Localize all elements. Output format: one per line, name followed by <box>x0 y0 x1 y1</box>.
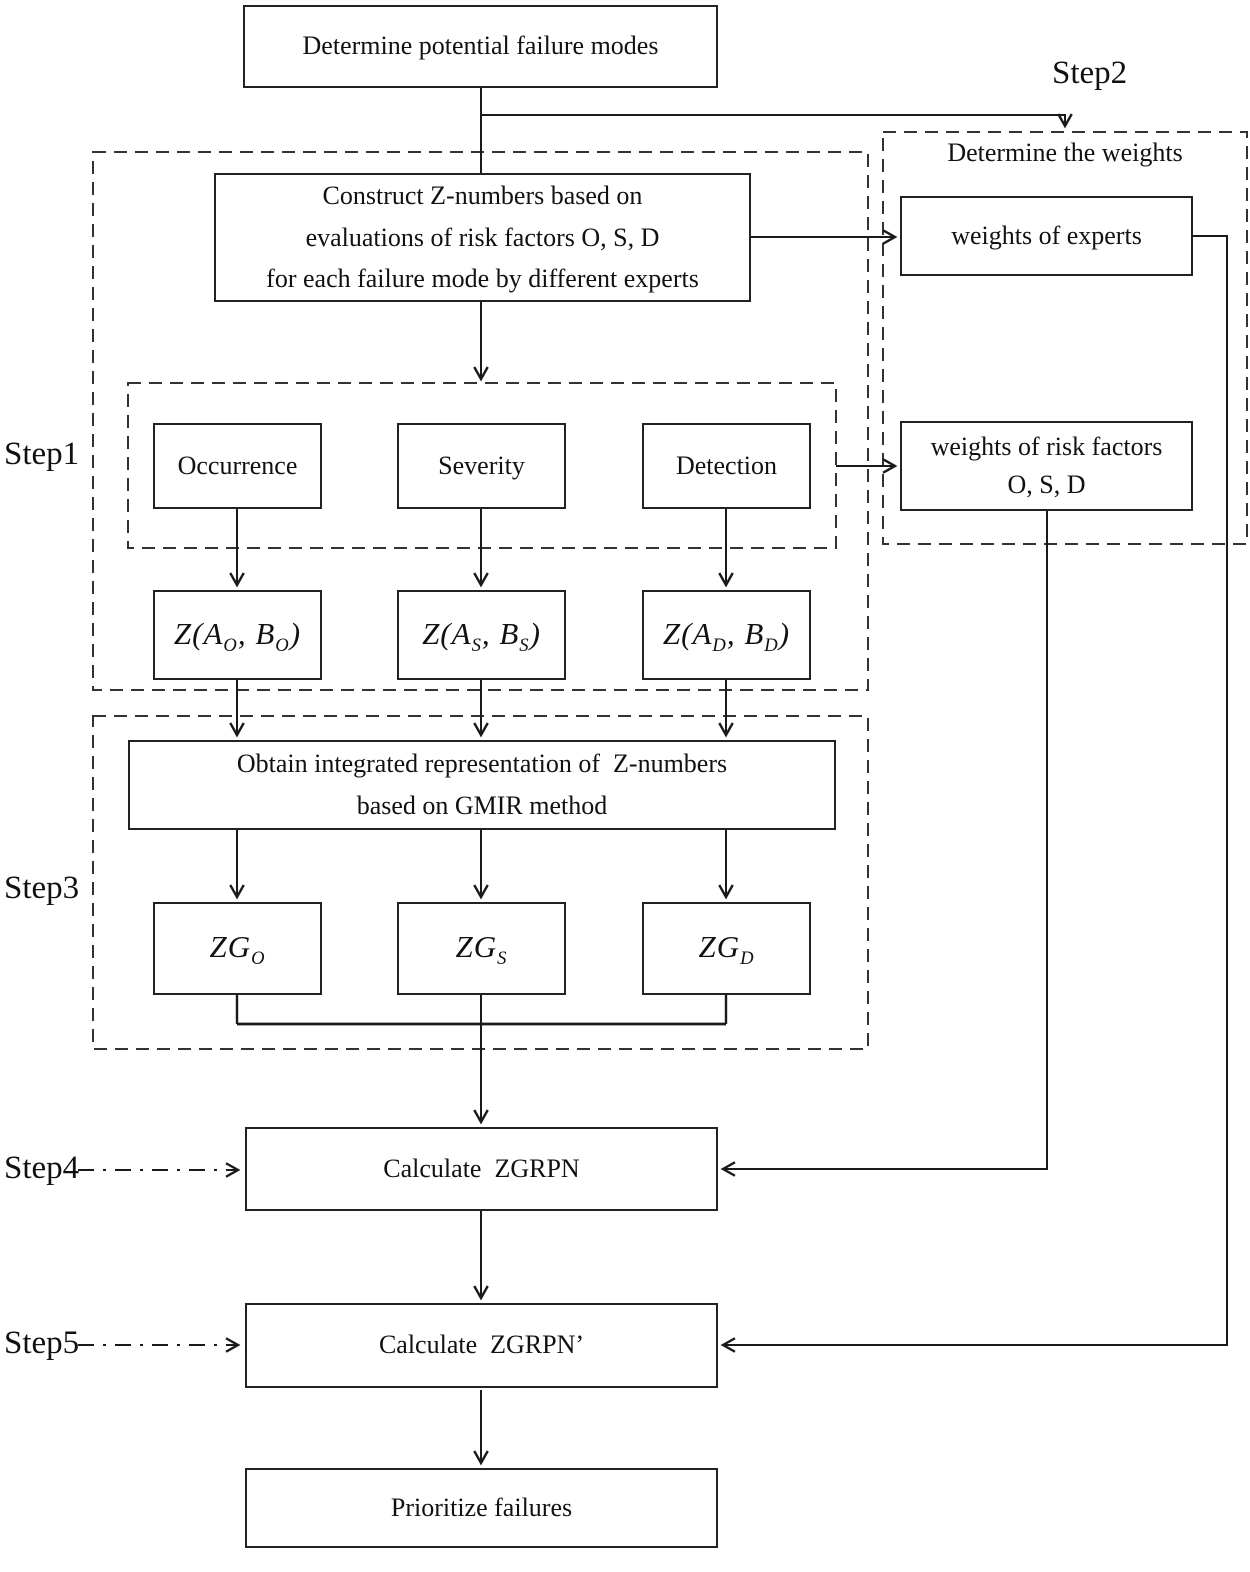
calculate-zgrpn-text: Calculate ZGRPN <box>383 1153 580 1183</box>
box-zg-detection <box>642 902 811 995</box>
z-number-s-label: $Z(A_S$, $B_S$) <box>422 615 541 656</box>
box-zg-severity <box>397 902 566 995</box>
calculate-zgrpn-prime-text: Calculate ZGRPN’ <box>378 1330 585 1360</box>
box-severity <box>397 423 566 509</box>
severity-text: Severity <box>438 450 525 480</box>
zg-s-label: $ZG_S$ <box>455 929 508 970</box>
box-detection <box>642 423 811 509</box>
label-step4: Step4 <box>4 1150 80 1186</box>
label-step2: Step2 <box>1052 55 1128 91</box>
label-determine-the-weights: Determine the weights <box>947 138 1183 167</box>
label-step3: Step3 <box>4 870 80 906</box>
construct-line-3: for each failure mode by different experts <box>266 264 699 294</box>
obtain-line-2: based on GMIR method <box>356 791 608 820</box>
box-occurrence <box>153 423 322 509</box>
box-calculate-zgrpn <box>245 1127 718 1211</box>
box-prioritize-failures <box>245 1468 718 1548</box>
determine-failure-modes-text: Determine potential failure modes <box>302 31 659 61</box>
prioritize-failures-text: Prioritize failures <box>390 1492 573 1522</box>
box-construct-z-numbers <box>214 173 751 302</box>
box-z-number-severity <box>397 590 566 680</box>
zg-o-label: $ZG_O$ <box>209 929 266 970</box>
obtain-line-1: Obtain integrated representation of Z-numbers <box>236 749 728 779</box>
box-zg-occurrence <box>153 902 322 995</box>
box-calculate-zgrpn-prime <box>245 1303 718 1388</box>
occurrence-text: Occurrence <box>177 450 298 480</box>
box-weights-of-experts <box>900 196 1193 276</box>
detection-text: Detection <box>675 450 778 480</box>
construct-line-2: evaluations of risk factors O, S, D <box>305 222 660 252</box>
box-weights-of-risk-factors <box>900 421 1193 511</box>
label-step5: Step5 <box>4 1325 80 1361</box>
z-number-o-label: $Z(A_O$, $B_O$) <box>173 615 302 656</box>
weights-of-experts-text: weights of experts <box>951 220 1142 250</box>
box-z-number-occurrence <box>153 590 322 680</box>
weights-of-risk-factors-line-2: O, S, D <box>1007 470 1086 499</box>
construct-line-1: Construct Z-numbers based on <box>322 181 643 211</box>
zg-d-label: $ZG_D$ <box>698 929 755 970</box>
label-step1: Step1 <box>4 436 80 472</box>
weights-of-risk-factors-line-1: weights of risk factors <box>930 432 1163 462</box>
arrow-branch-to-step2 <box>481 115 1065 126</box>
box-obtain-integrated-representation <box>128 740 836 830</box>
box-determine-failure-modes <box>243 5 718 88</box>
z-number-d-label: $Z(A_D$, $B_D$) <box>662 615 791 656</box>
box-z-number-detection <box>642 590 811 680</box>
